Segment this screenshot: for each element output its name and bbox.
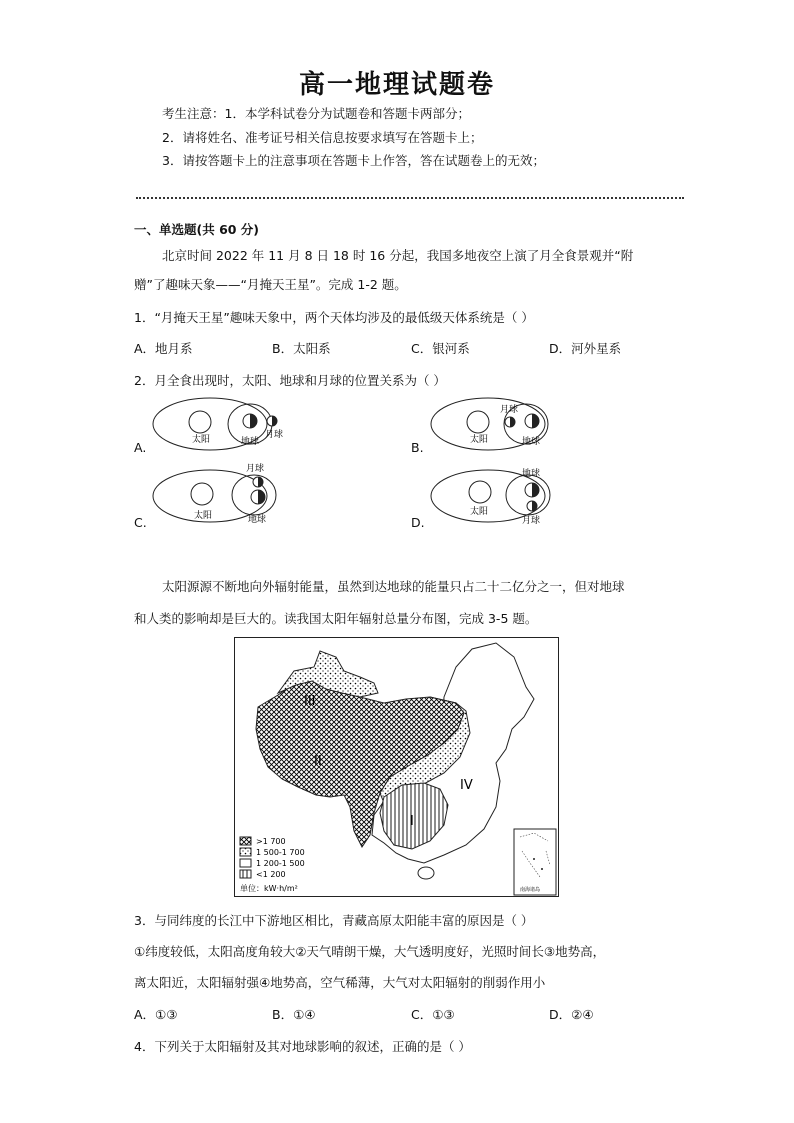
solar-radiation-map — [234, 637, 559, 897]
q1-option-b: B．太阳系 — [272, 341, 331, 356]
label-earth: 地球 — [522, 437, 541, 447]
q2-option-b: B. — [411, 440, 424, 455]
label-moon: 月球 — [500, 405, 519, 415]
q2-stem: 2．月全食出现时，太阳、地球和月球的位置关系为（ ） — [134, 373, 446, 388]
label-earth: 地球 — [241, 437, 260, 447]
region-label-iii: III — [304, 694, 316, 709]
legend-label-1: >1 700 — [256, 837, 286, 846]
inset-label: 南海诸岛 — [520, 887, 541, 893]
region-label-ii: II — [314, 754, 322, 769]
label-moon: 月球 — [246, 464, 265, 474]
region-label-i: I — [410, 814, 414, 829]
orbit-diagram-d — [428, 462, 578, 528]
q2-option-c: C. — [134, 515, 147, 530]
q1-stem: 1．“月掩天王星”趣味天象中，两个天体均涉及的最低级天体系统是（ ） — [134, 310, 534, 325]
divider — [136, 197, 684, 199]
page-title: 高一地理试题卷 — [298, 70, 495, 100]
legend-unit: 单位：kW·h/m² — [240, 884, 298, 893]
legend-swatch-2 — [240, 848, 251, 856]
notice-line-2: 2．请将姓名、准考证号相关信息按要求填写在答题卡上； — [162, 130, 483, 145]
q3-option-c: C．①③ — [411, 1007, 455, 1022]
q3-option-d: D．②④ — [549, 1007, 594, 1022]
q4-stem: 4．下列关于太阳辐射及其对地球影响的叙述，正确的是（ ） — [134, 1039, 471, 1054]
q1-option-c: C．银河系 — [411, 341, 470, 356]
q3-option-b: B．①④ — [272, 1007, 316, 1022]
label-sun: 太阳 — [470, 507, 489, 517]
legend-label-2: 1 500-1 700 — [256, 848, 305, 857]
south-china-sea-inset — [514, 829, 556, 895]
notice-line-1: 考生注意：1．本学科试卷分为试题卷和答题卡两部分； — [162, 106, 470, 121]
passage2-line-1: 太阳源源不断地向外辐射能量，虽然到达地球的能量只占二十二亿分之一，但对地球 — [162, 579, 625, 594]
region-label-iv: IV — [460, 778, 473, 793]
q3-stem: 3．与同纬度的长江中下游地区相比，青藏高原太阳能丰富的原因是（ ） — [134, 913, 534, 928]
passage1-line-2: 赠”了趣味天象——“月掩天王星”。完成 1-2 题。 — [134, 277, 407, 292]
legend-swatch-3 — [240, 859, 251, 867]
q1-option-d: D．河外星系 — [549, 341, 622, 356]
label-earth: 地球 — [522, 469, 541, 479]
q1-option-a: A．地月系 — [134, 341, 193, 356]
label-sun: 太阳 — [192, 435, 211, 445]
legend-swatch-4 — [240, 870, 251, 878]
label-moon: 月球 — [265, 430, 284, 440]
q2-option-d: D. — [411, 515, 425, 530]
label-earth: 地球 — [248, 515, 267, 525]
passage1-line-1: 北京时间 2022 年 11 月 8 日 18 时 16 分起，我国多地夜空上演了月全食景观并“附 — [162, 248, 634, 263]
legend-label-4: <1 200 — [256, 870, 286, 879]
passage2-line-2: 和人类的影响却是巨大的。读我国太阳年辐射总量分布图，完成 3-5 题。 — [134, 611, 538, 626]
legend-label-3: 1 200-1 500 — [256, 859, 305, 868]
notice-line-3: 3．请按答题卡上的注意事项在答题卡上作答，答在试题卷上的无效； — [162, 153, 545, 168]
q3-choices-line-1: ①纬度较低，太阳高度角较大②天气晴朗干燥，大气透明度好，光照时间长③地势高， — [134, 944, 606, 959]
orbit-diagram-a — [150, 394, 300, 456]
orbit-diagram-b — [428, 394, 578, 456]
label-sun: 太阳 — [194, 511, 213, 521]
q3-option-a: A．①③ — [134, 1007, 178, 1022]
orbit-diagram-c — [150, 462, 300, 528]
legend-swatch-1 — [240, 837, 251, 845]
q2-option-a: A. — [134, 440, 147, 455]
section-heading: 一、单选题(共 60 分) — [134, 222, 260, 237]
q3-choices-line-2: 离太阳近，太阳辐射强④地势高，空气稀薄，大气对太阳辐射的削弱作用小 — [134, 975, 546, 990]
label-sun: 太阳 — [470, 435, 489, 445]
label-moon: 月球 — [522, 516, 541, 526]
